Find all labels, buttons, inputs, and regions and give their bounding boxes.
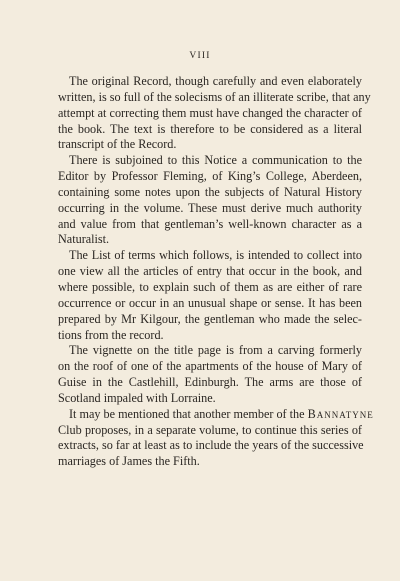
paragraph-bannatyne-club	[58, 406, 374, 470]
text-line: The original Record, though carefully and even elaborately	[69, 74, 362, 88]
text-line: The List of terms which follows, is intended to collect into	[69, 248, 362, 263]
text-line: The vignette on the title page is from a carving formerly	[69, 343, 362, 358]
text-line: extracts, so far at least as to include the years of the successive	[58, 438, 364, 453]
text-line: Club proposes, in a separate volume, to continue this series of	[58, 422, 362, 437]
text-line: prepared by Mr Kilgour, the gentleman who made the selec-	[58, 311, 362, 326]
text-line	[58, 406, 374, 423]
text-line: Guise in the Castlehill, Edinburgh. The arms are those of	[58, 375, 362, 390]
page-number: VIII	[189, 51, 211, 61]
text-line: There is subjoined to this Notice a communication to the	[69, 153, 362, 168]
text-line: attempt at correcting them must have changed the character of	[58, 105, 362, 120]
text-line: occurrence or occur in an unusual shape or sense. It has been	[58, 295, 362, 310]
text-fragment: It may be mentioned that another member of the	[69, 406, 305, 421]
club-name: Bannatyne	[307, 406, 374, 421]
text-line: written, is so full of the solecisms of an illiterate scribe, that any	[58, 89, 371, 104]
text-line: occurring in the volume. These must derive much authority	[58, 200, 362, 215]
text-line: transcript of the Record.	[58, 137, 177, 152]
text-line: Naturalist.	[58, 232, 110, 247]
paragraph-fleming-communication	[58, 153, 362, 248]
text-line: the book. The text is therefore to be considered as a literal	[58, 121, 362, 136]
paragraph-list-of-terms	[58, 248, 362, 343]
text-line: marriages of James the Fifth.	[58, 454, 200, 469]
paragraph-record-note	[58, 74, 371, 153]
text-line: one view all the articles of entry that occur in the book, and	[58, 264, 362, 279]
text-line: and value from that gentleman’s well-known character as a	[58, 216, 362, 231]
text-line: containing some notes upon the subjects of Natural History	[58, 184, 362, 199]
body-text	[58, 74, 374, 470]
text-line: on the roof of one of the apartments of the house of Mary of	[58, 359, 362, 374]
text-line: Scotland impaled with Lorraine.	[58, 390, 216, 405]
paragraph-vignette	[58, 343, 362, 406]
text-line: where possible, to explain such of them as are either of rare	[58, 279, 362, 294]
text-line: Editor by Professor Fleming, of King’s College, Aberdeen,	[58, 169, 362, 184]
text-line: tions from the record.	[58, 327, 164, 342]
